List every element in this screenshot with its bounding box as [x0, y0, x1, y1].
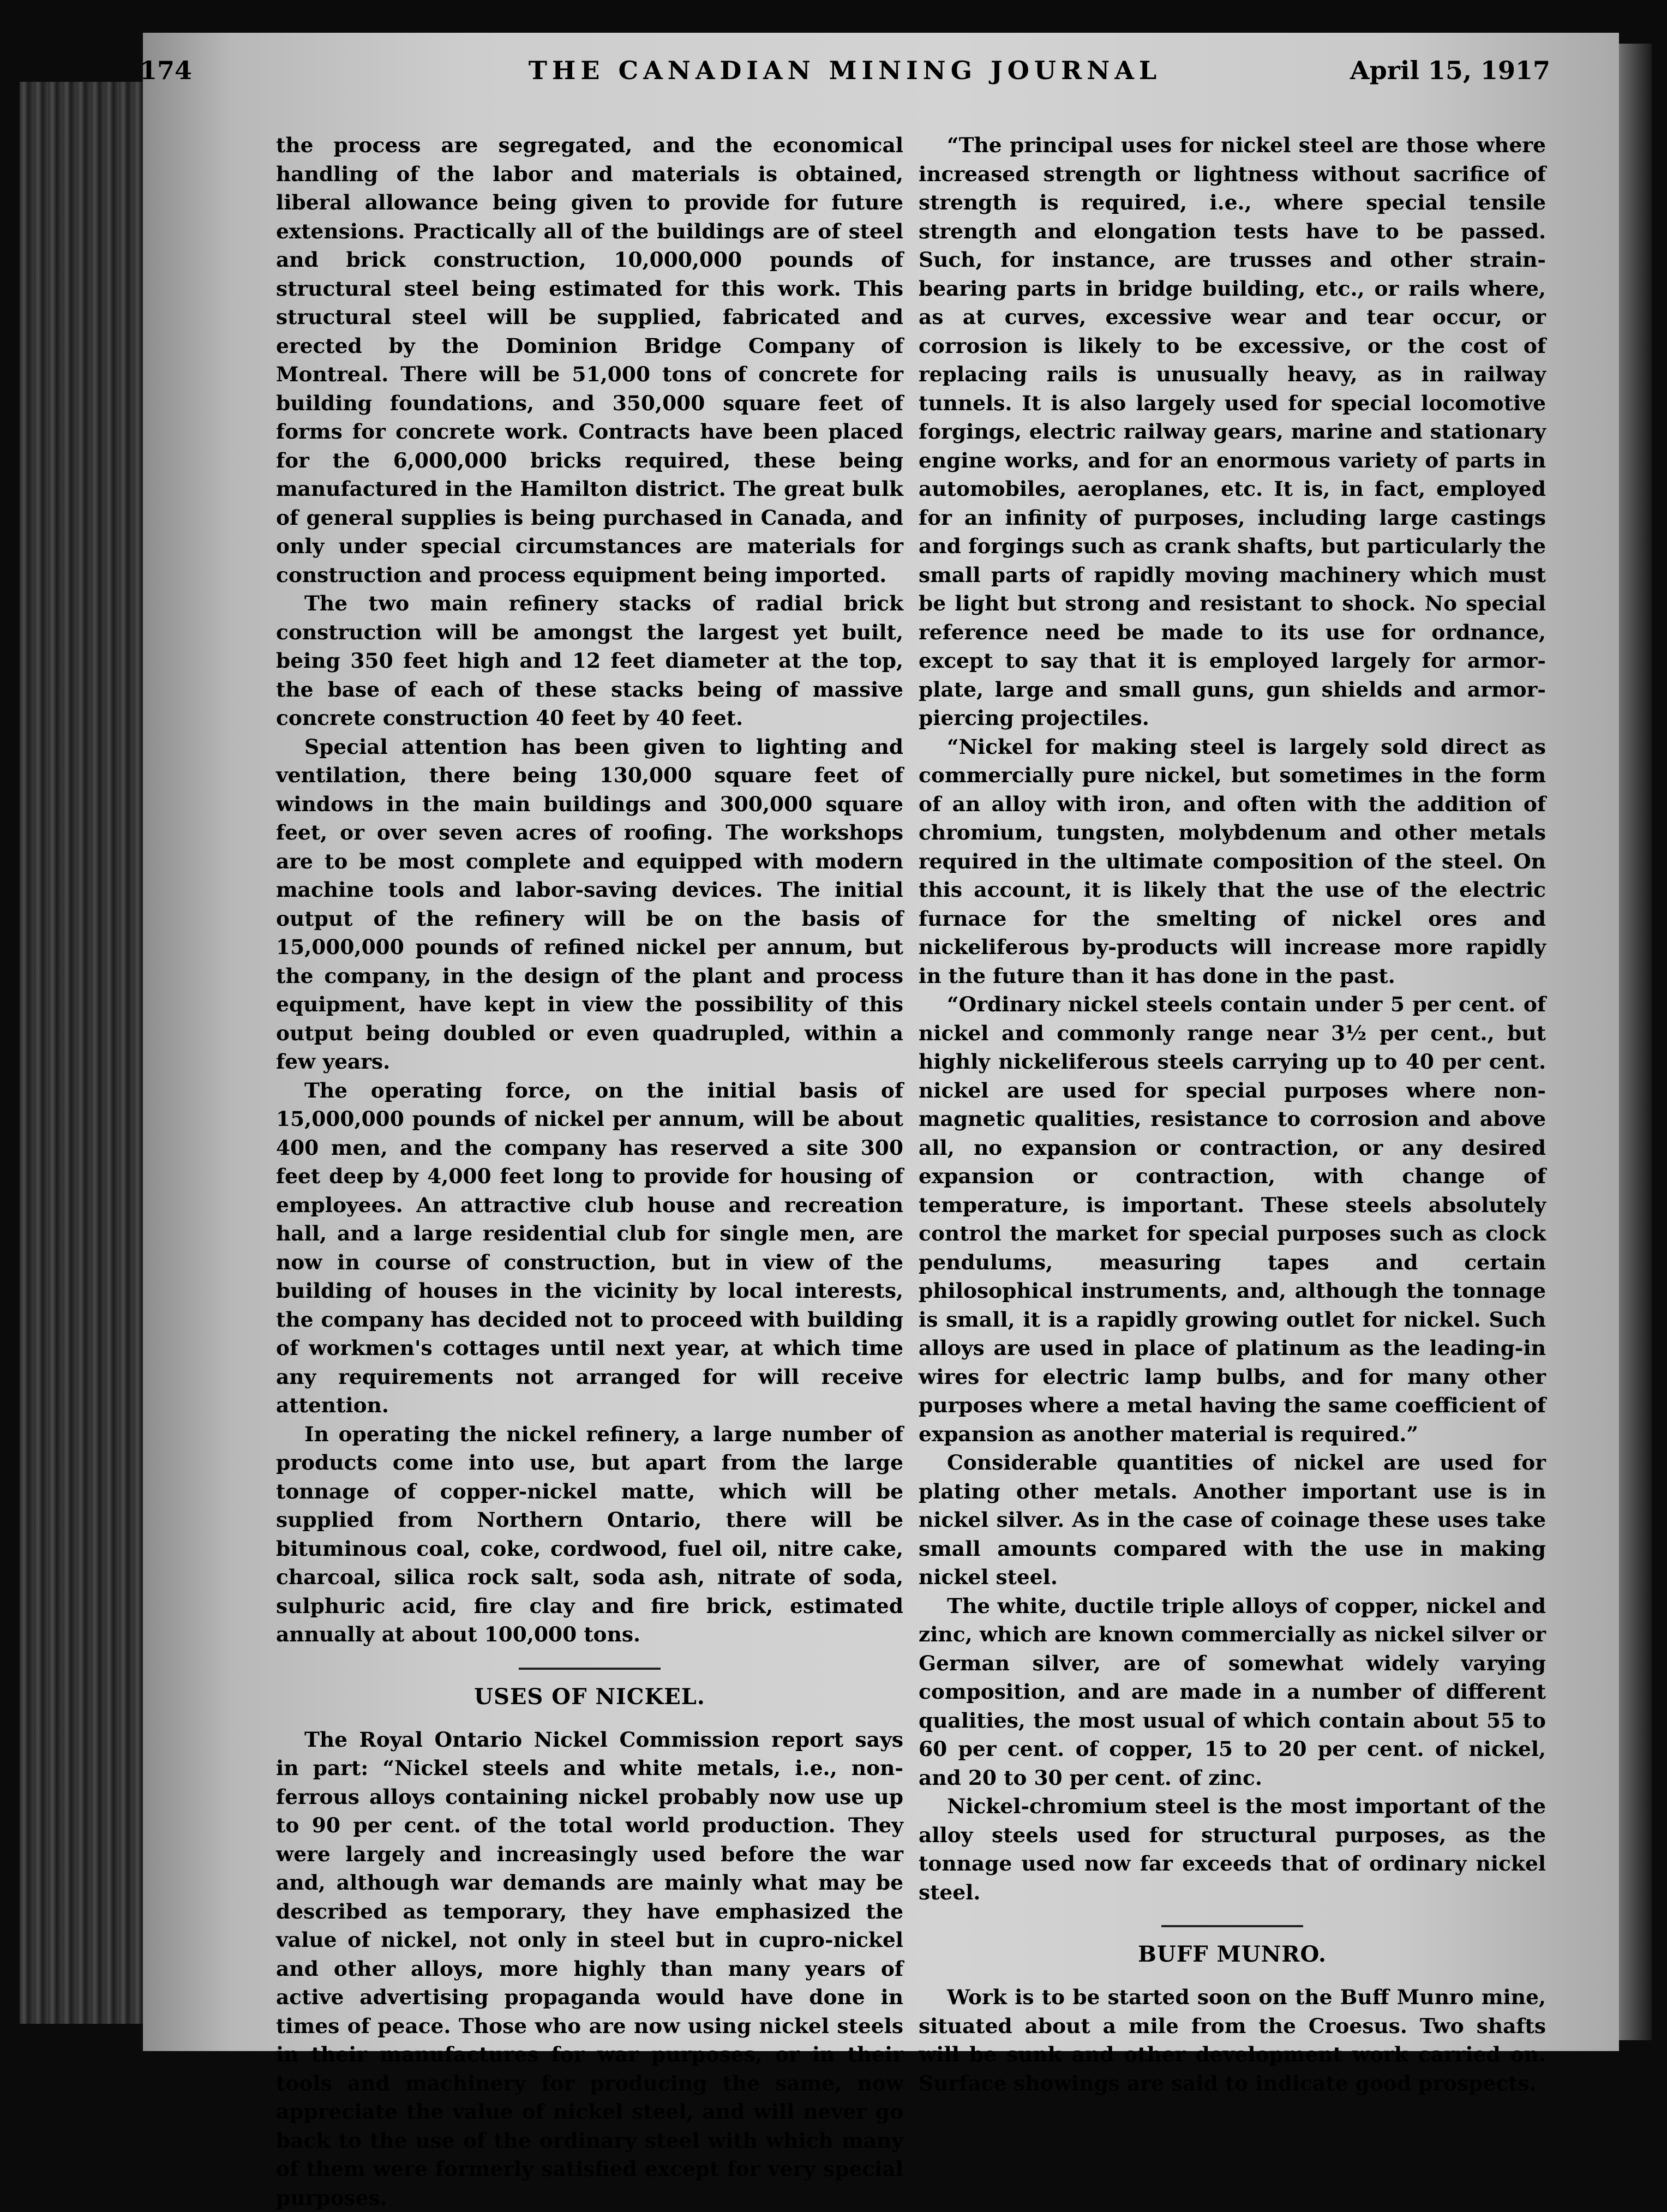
- paragraph: “Nickel for making steel is largely sold direct as commercially pure nickel, but sometimes in the form of an alloy with iron, and often with the addition of chromium, tungsten, molybdenum and other metals required in the ultimate composition of the steel. On this account, it is likely that the use of the electric furnace for the smelting of nickel ores and nickeliferous by-products will increase more rapidly in the future than it has done in the past.: [919, 733, 1546, 991]
- paragraph: Work is to be started soon on the Buff Munro mine, situated about a mile from the Croesus. Two shafts will be sunk and other development work carried on. Surface showings are said to indicate good prospects.: [919, 1983, 1546, 2097]
- left-column: [276, 131, 903, 2212]
- page-number: 174: [140, 46, 192, 95]
- section-heading-uses-of-nickel: USES OF NICKEL.: [276, 1682, 903, 1712]
- paragraph: “Ordinary nickel steels contain under 5 per cent. of nickel and commonly range near 3½ per cent., but highly nickeliferous steels carrying up to 40 per cent. nickel are used for special purposes where non-magnetic qualities, resistance to corrosion and above all, no expansion or contraction, or any desired expansion or contraction, with change of temperature, is important. These steels absolutely control the market for special purposes such as clock pendulums, measuring tapes and certain philosophical instruments, and, although the tonnage is small, it is a rapidly growing outlet for nickel. Such alloys are used in place of platinum as the leading-in wires for electric lamp bulbs, and for many other purposes where a metal having the same coefficient of expansion as another material is required.”: [919, 990, 1546, 1448]
- right-column: [919, 131, 1546, 2097]
- issue-date: April 15, 1917: [1350, 46, 1550, 95]
- paragraph: Nickel-chromium steel is the most important of the alloy steels used for structural purposes, as the tonnage used now far exceeds that of ordinary nickel steel.: [919, 1792, 1546, 1907]
- paragraph: The white, ductile triple alloys of copper, nickel and zinc, which are known commercially as nickel silver or German silver, are of somewhat widely varying composition, and are made in a number of different qualities, the most usual of which contain about 55 to 60 per cent. of copper, 15 to 20 per cent. of nickel, and 20 to 30 per cent. of zinc.: [919, 1592, 1546, 1793]
- section-divider: [519, 1668, 661, 1670]
- paragraph: Special attention has been given to lighting and ventilation, there being 130,000 square feet of windows in the main buildings and 300,000 square feet, or over seven acres of roofing. The workshops are to be most complete and equipped with modern machine tools and labor-saving devices. The initial output of the refinery will be on the basis of 15,000,000 pounds of refined nickel per annum, but the company, in the design of the plant and process equipment, have kept in view the possibility of this output being doubled or even quadrupled, within a few years.: [276, 733, 903, 1076]
- paragraph: The operating force, on the initial basis of 15,000,000 pounds of nickel per annum, will be about 400 men, and the company has reserved a site 300 feet deep by 4,000 feet long to provide for housing of employees. An attractive club house and recreation hall, and a large residential club for single men, are now in course of construction, but in view of the building of houses in the vicinity by local interests, the company has decided not to proceed with building of workmen's cottages until next year, at which time any requirements not arranged for will receive attention.: [276, 1076, 903, 1420]
- section-divider: [1161, 1925, 1303, 1927]
- section-heading-buff-munro: BUFF MUNRO.: [919, 1939, 1546, 1970]
- page-edge-shadow: [1619, 44, 1652, 2040]
- paragraph: “The principal uses for nickel steel are those where increased strength or lightness without sacrifice of strength is required, i.e., where special tensile strength and elongation tests have to be passed. Such, for instance, are trusses and other strain-bearing parts in bridge building, etc., or rails where, as at curves, excessive wear and tear occur, or corrosion is likely to be excessive, or the cost of replacing rails is unusually heavy, as in railway tunnels. It is also largely used for special locomotive forgings, electric railway gears, marine and stationary engine works, and for an enormous variety of parts in automobiles, aeroplanes, etc. It is, in fact, employed for an infinity of purposes, including large castings and forgings such as crank shafts, but particularly the small parts of rapidly moving machinery which must be light but strong and resistant to shock. No special reference need be made to its use for ordnance, except to say that it is employed largely for armor-plate, large and small guns, gun shields and armor-piercing projectiles.: [919, 131, 1546, 733]
- paragraph: The Royal Ontario Nickel Commission report says in part: “Nickel steels and white metals, i.e., non-ferrous alloys containing nickel probably now use up to 90 per cent. of the total world production. They were largely and increasingly used before the war and, although war demands are mainly what may be described as temporary, they have emphasized the value of nickel, not only in steel but in cupro-nickel and other alloys, more highly than many years of active advertising propaganda would have done in times of peace. Those who are now using nickel steels in their manufactures for war purposes, or in their tools and machinery for producing the same, now appreciate the value of nickel steel, and will never go back to the use of the ordinary steel with which many of them were formerly satisfied except for very special purposes.: [276, 1725, 903, 2212]
- book-binding: [20, 82, 145, 2024]
- paragraph: Considerable quantities of nickel are used for plating other metals. Another important use is in nickel silver. As in the case of coinage these uses take small amounts compared with the use in making nickel steel.: [919, 1448, 1546, 1592]
- journal-title: THE CANADIAN MINING JOURNAL: [140, 46, 1550, 95]
- paragraph: the process are segregated, and the economical handling of the labor and materials is obtained, liberal allowance being given to provide for future extensions. Practically all of the buildings are of steel and brick construction, 10,000,000 pounds of structural steel being estimated for this work. This structural steel will be supplied, fabricated and erected by the Dominion Bridge Company of Montreal. There will be 51,000 tons of concrete for building foundations, and 350,000 square feet of forms for concrete work. Contracts have been placed for the 6,000,000 bricks required, these being manufactured in the Hamilton district. The great bulk of general supplies is being purchased in Canada, and only under special circumstances are materials for construction and process equipment being imported.: [276, 131, 903, 589]
- running-header: [140, 46, 1550, 95]
- paragraph: The two main refinery stacks of radial brick construction will be amongst the largest yet built, being 350 feet high and 12 feet diameter at the top, the base of each of these stacks being of massive concrete construction 40 feet by 40 feet.: [276, 589, 903, 733]
- paragraph: In operating the nickel refinery, a large number of products come into use, but apart from the large tonnage of copper-nickel matte, which will be supplied from Northern Ontario, there will be bituminous coal, coke, cordwood, fuel oil, nitre cake, charcoal, silica rock salt, soda ash, nitrate of soda, sulphuric acid, fire clay and fire brick, estimated annually at about 100,000 tons.: [276, 1420, 903, 1649]
